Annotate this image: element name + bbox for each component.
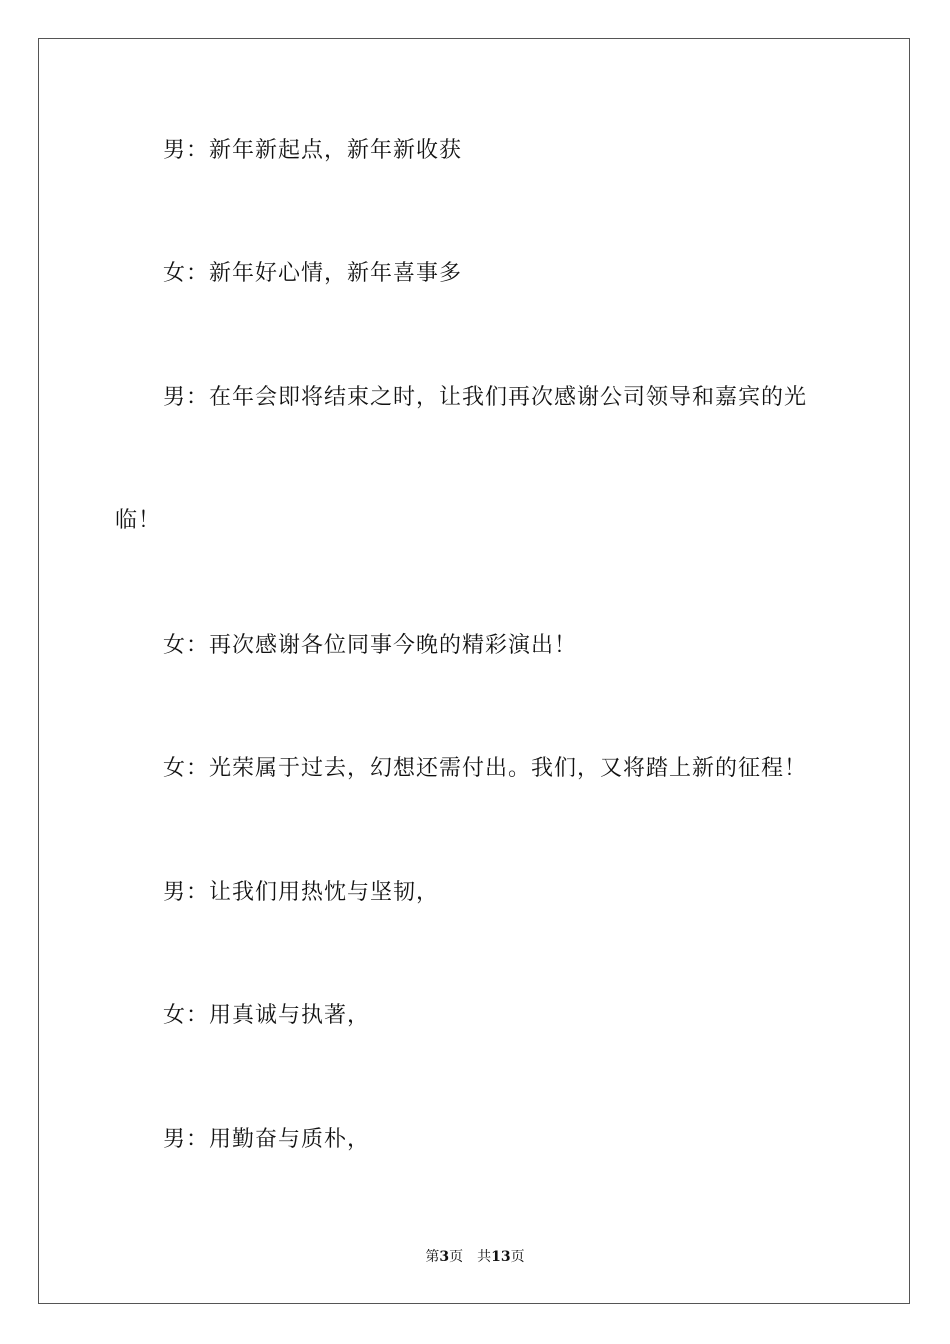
dialogue-line-4: 女：再次感谢各位同事今晚的精彩演出！: [163, 633, 578, 658]
dialogue-line-1: 男：新年新起点，新年新收获: [163, 138, 463, 163]
page-border: [38, 38, 910, 1304]
dialogue-line-6: 男：让我们用热忱与坚韧，: [163, 880, 440, 905]
dialogue-line-7: 女：用真诚与执著，: [163, 1003, 371, 1028]
footer-page-prefix: 第: [425, 1249, 440, 1265]
footer-total-pages: 13: [491, 1249, 511, 1265]
footer-total-suffix: 页: [510, 1249, 525, 1265]
page-footer: [0, 1248, 950, 1266]
dialogue-line-3-continued: 临！: [115, 508, 162, 533]
dialogue-line-3: 男：在年会即将结束之时，让我们再次感谢公司领导和嘉宾的光: [163, 385, 808, 410]
dialogue-line-5: 女：光荣属于过去，幻想还需付出。我们，又将踏上新的征程！: [163, 756, 808, 781]
footer-total-prefix: 共: [477, 1249, 492, 1265]
dialogue-line-2: 女：新年好心情，新年喜事多: [163, 261, 463, 286]
footer-page-number: 3: [439, 1249, 450, 1265]
footer-page-suffix: 页: [449, 1249, 464, 1265]
dialogue-line-8: 男：用勤奋与质朴，: [163, 1127, 371, 1152]
